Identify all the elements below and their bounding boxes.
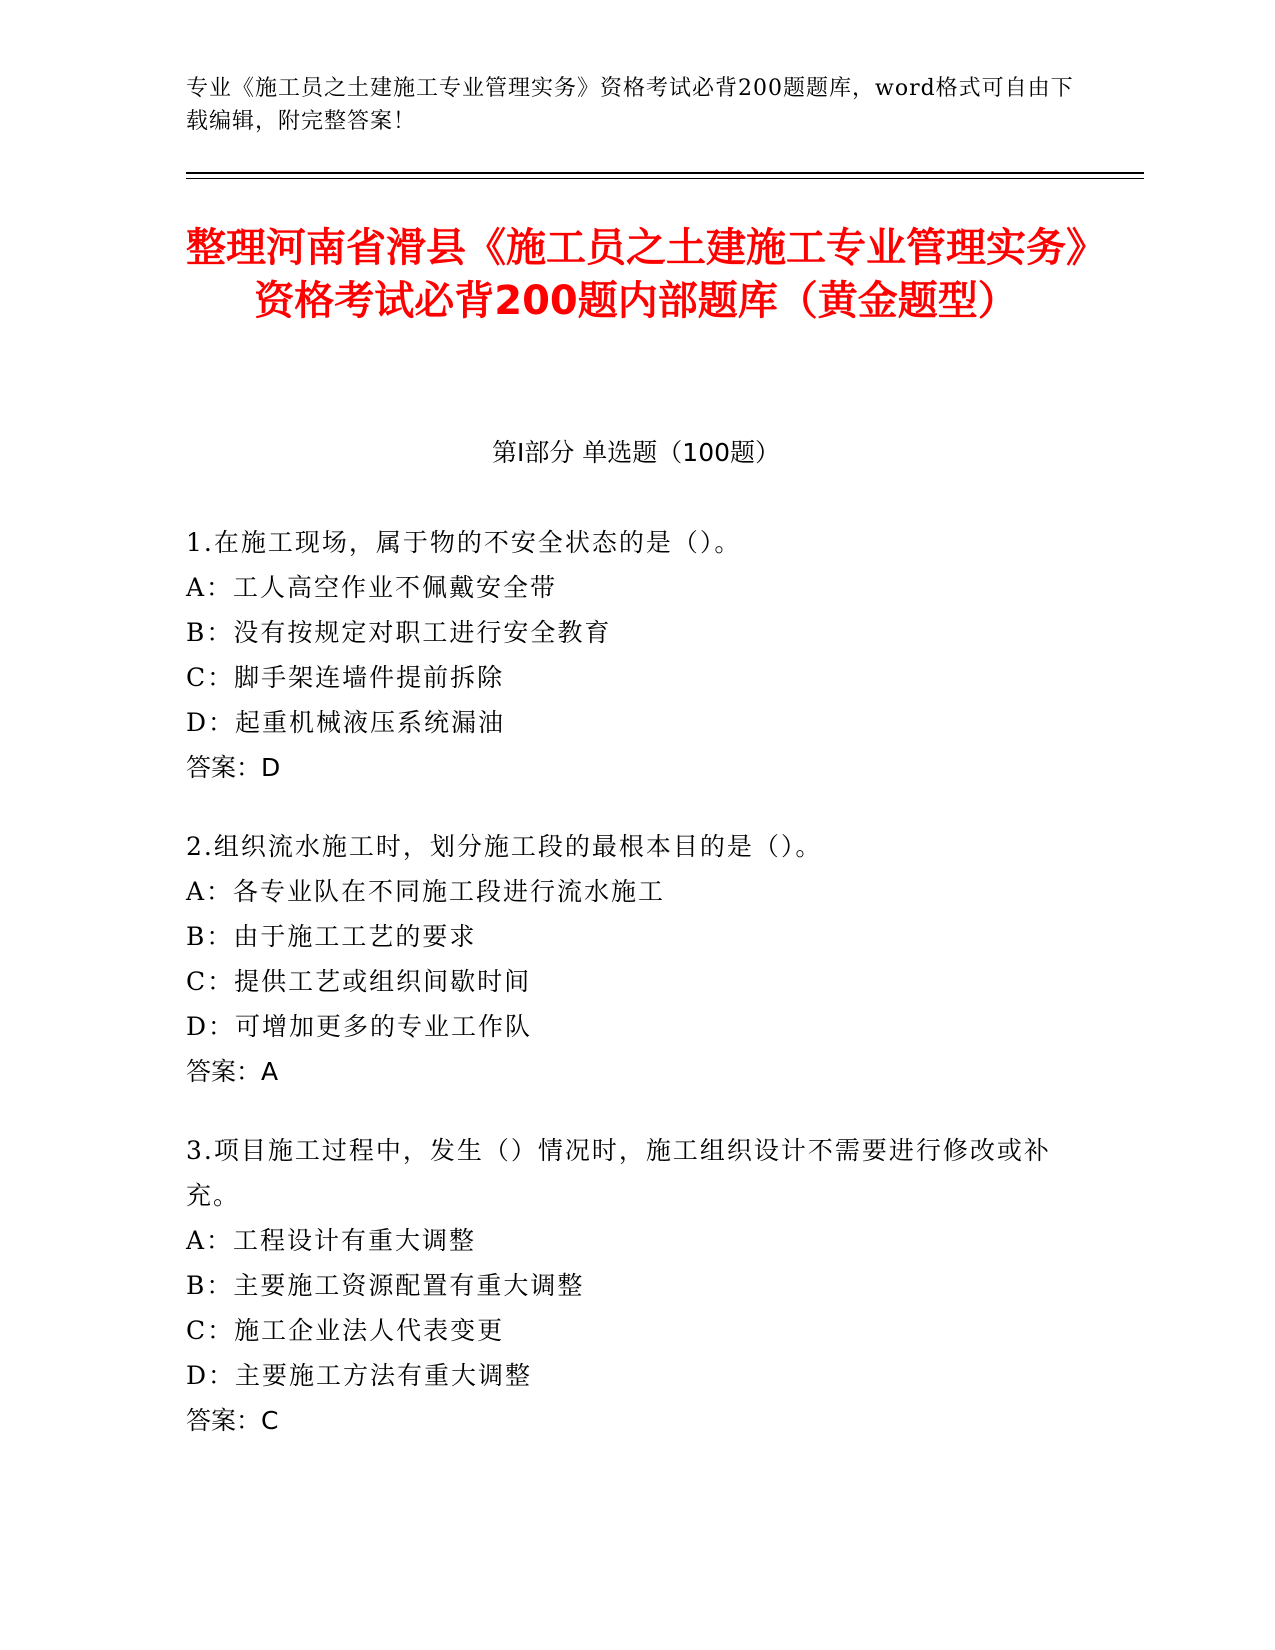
option-a: A：工人高空作业不佩戴安全带 (186, 573, 558, 602)
answer-label: 答案：D (186, 753, 281, 782)
answer-label: 答案：C (186, 1406, 279, 1435)
option-c: C：提供工艺或组织间歇时间 (186, 967, 532, 996)
question-stem: 1.在施工现场，属于物的不安全状态的是（）。 (186, 528, 742, 557)
option-b: B：主要施工资源配置有重大调整 (186, 1271, 585, 1300)
question-item (186, 520, 1066, 790)
header-note: 专业《施工员之土建施工专业管理实务》资格考试必背200题题库，word格式可自由下载编辑，附完整答案！ (186, 76, 1074, 134)
document-title: 整理河南省滑县《施工员之土建施工专业管理实务》资格考试必背200题内部题库（黄金题型） (186, 225, 1086, 324)
option-c: C：施工企业法人代表变更 (186, 1316, 505, 1345)
option-b: B：由于施工工艺的要求 (186, 922, 477, 951)
question-stem: 2.组织流水施工时，划分施工段的最根本目的是（）。 (186, 832, 823, 861)
option-c: C：脚手架连墙件提前拆除 (186, 663, 505, 692)
answer-label: 答案：A (186, 1057, 279, 1086)
section-title: 第Ⅰ部分 单选题（100题） (491, 438, 781, 467)
header-rule-thin (186, 178, 1144, 179)
option-a: A：各专业队在不同施工段进行流水施工 (186, 877, 666, 906)
option-b: B：没有按规定对职工进行安全教育 (186, 618, 612, 647)
option-d: D：主要施工方法有重大调整 (186, 1361, 533, 1390)
question-item (186, 1128, 1066, 1443)
header-rule-thick (186, 172, 1144, 174)
question-stem: 3.项目施工过程中，发生（）情况时，施工组织设计不需要进行修改或补充。 (186, 1136, 1051, 1210)
option-d: D：起重机械液压系统漏油 (186, 708, 506, 737)
option-a: A：工程设计有重大调整 (186, 1226, 477, 1255)
question-item (186, 824, 1066, 1094)
option-d: D：可增加更多的专业工作队 (186, 1012, 533, 1041)
question-list (186, 520, 1066, 1477)
